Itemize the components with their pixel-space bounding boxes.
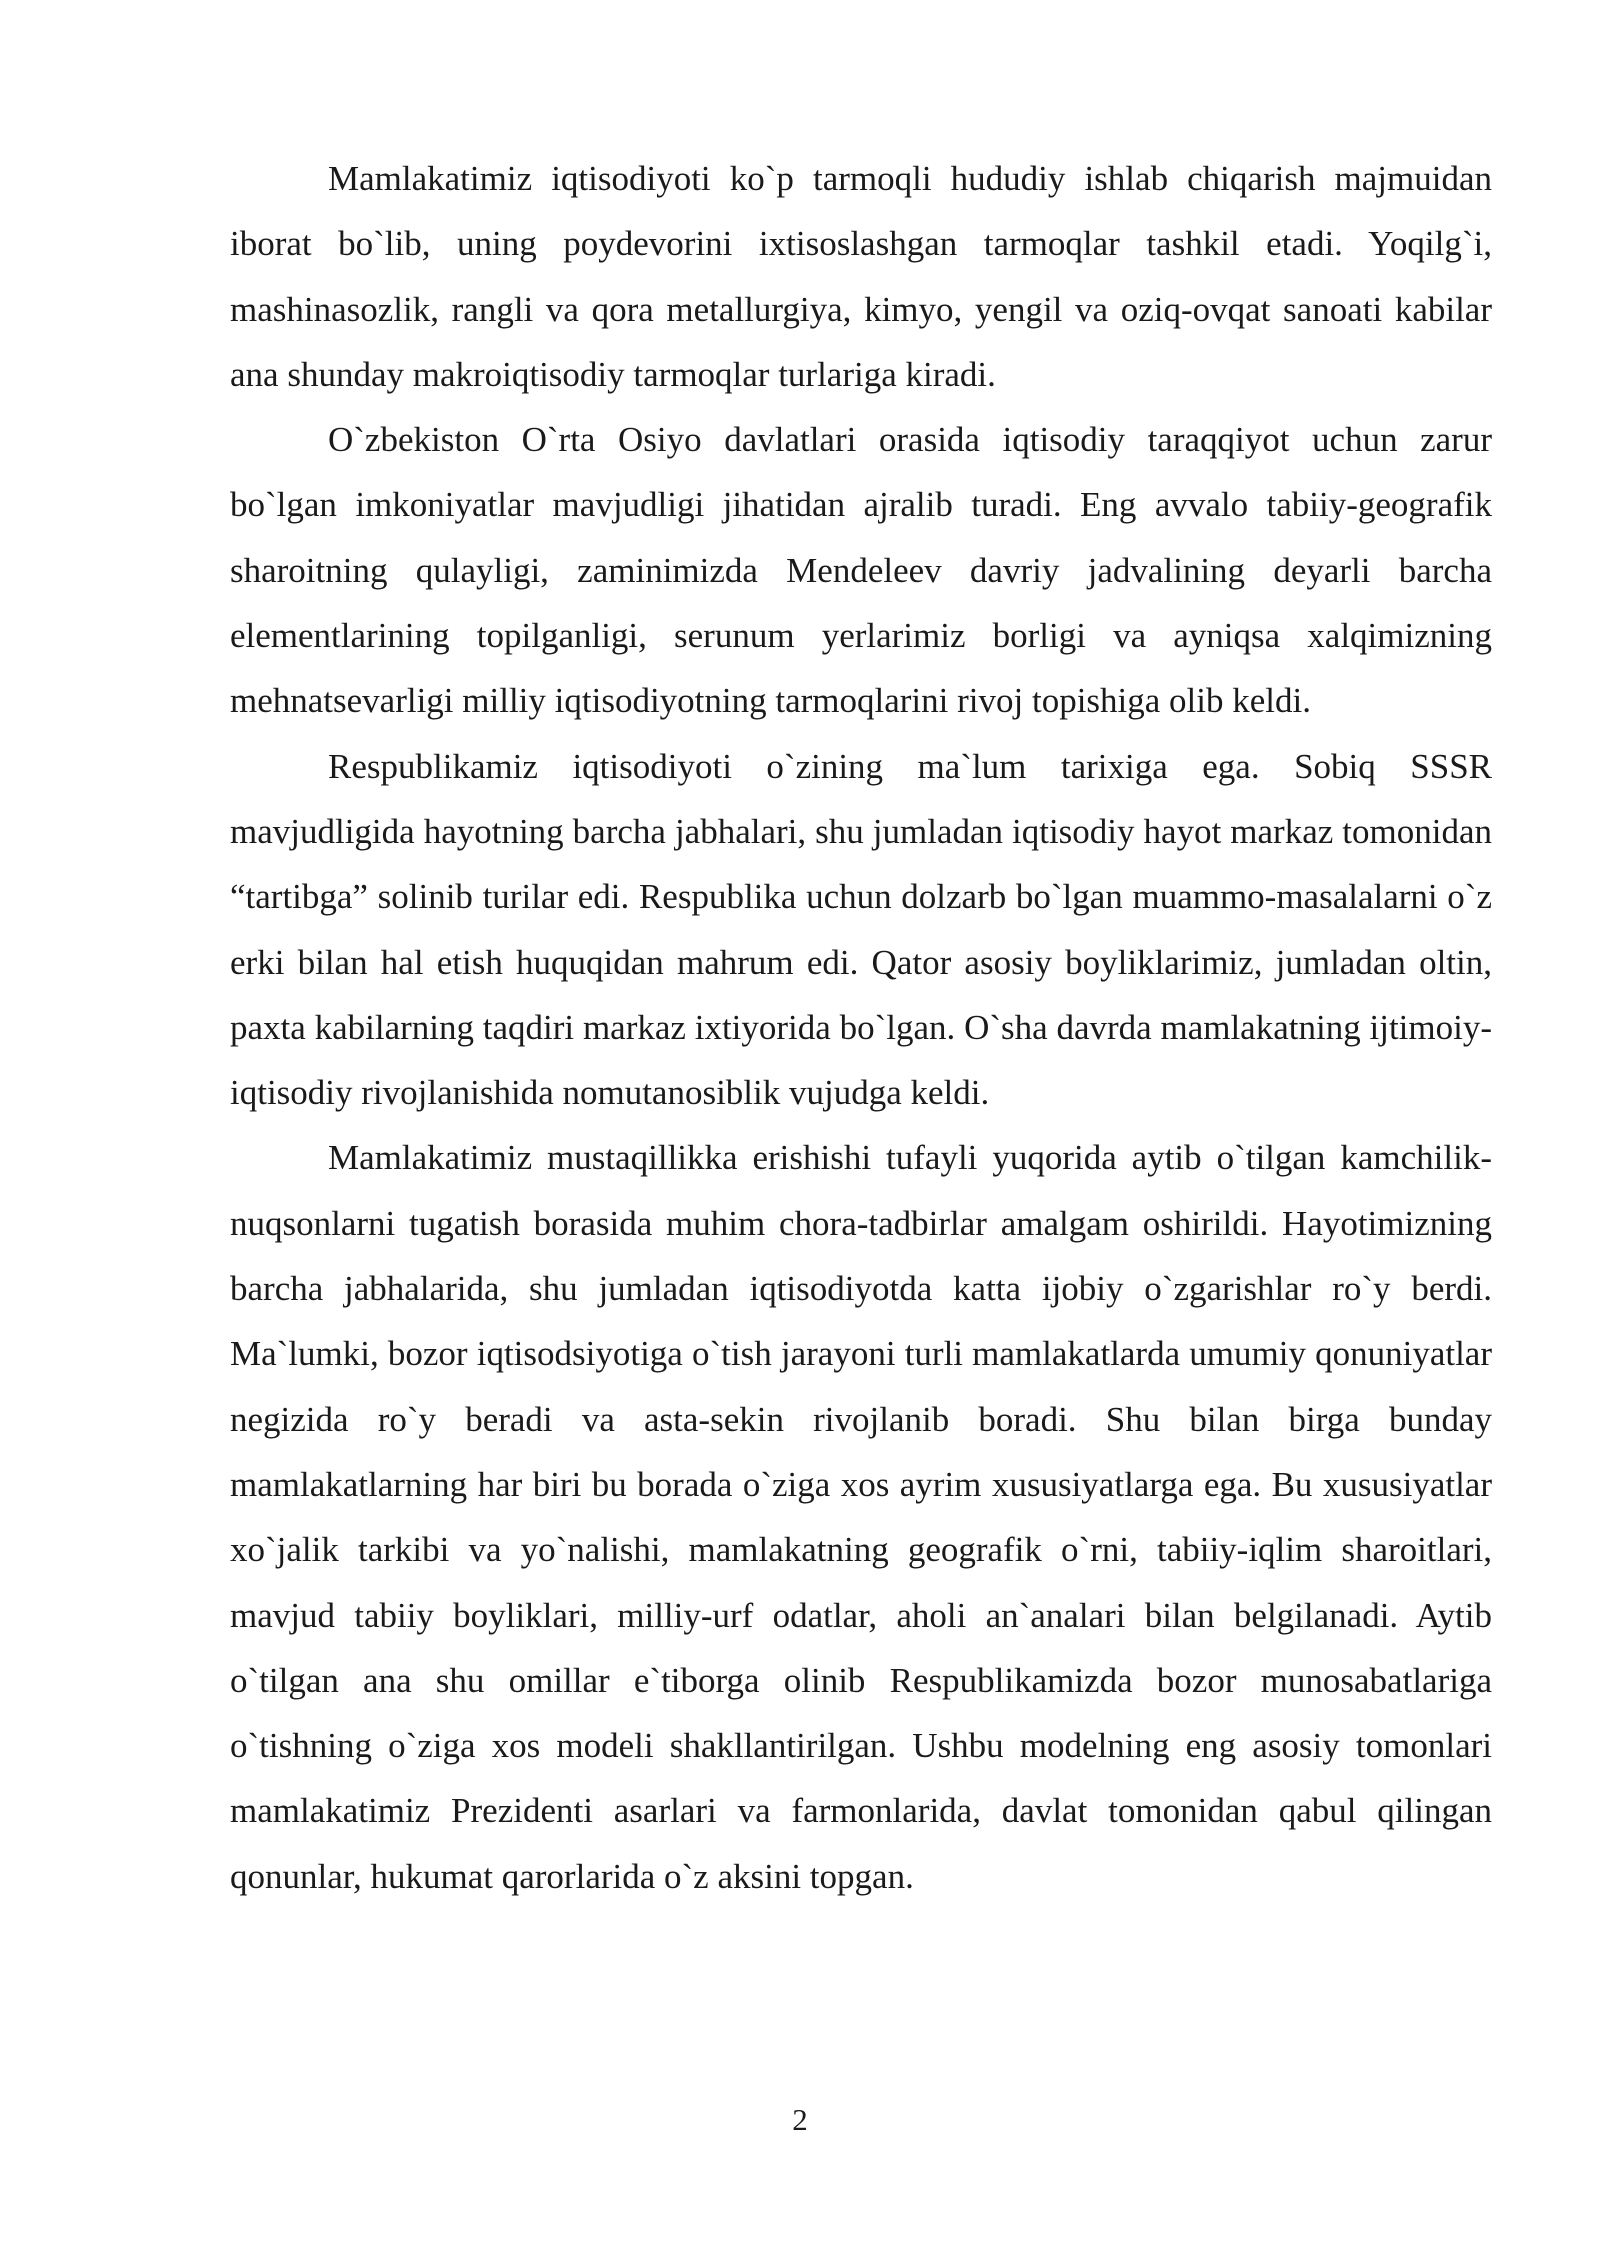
- body-text: [230, 146, 1492, 1909]
- paragraph-4: Mamlakatimiz mustaqillikka erishishi tufayli yuqorida aytib o`tilgan kamchilik-nuqsonlarni tugatish borasida muhim chora-tadbirlar amalgam oshirildi. Hayotimizning barcha jabhalarida, shu jumladan iqtisodiyotda katta ijobiy o`zgarishlar ro`y berdi. Ma`lumki, bozor iqtisodsiyotiga o`tish jarayoni turli mamlakatlarda umumiy qonuniyatlar negizida ro`y beradi va asta-sekin rivojlanib boradi. Shu bilan birga bunday mamlakatlarning har biri bu borada o`ziga xos ayrim xususiyatlarga ega. Bu xususiyatlar xo`jalik tarkibi va yo`nalishi, mamlakatning geografik o`rni, tabiiy-iqlim sharoitlari, mavjud tabiiy boyliklari, milliy-urf odatlar, aholi an`analari bilan belgilanadi. Aytib o`tilgan ana shu omillar e`tiborga olinib Respublikamizda bozor munosabatlariga o`tishning o`ziga xos modeli shakllantirilgan. Ushbu modelning eng asosiy tomonlari mamlakatimiz Prezidenti asarlari va farmonlarida, davlat tomonidan qabul qilingan qonunlar, hukumat qarorlarida o`z aksini topgan.: [230, 1138, 1492, 1896]
- paragraph-2: O`zbekiston O`rta Osiyo davlatlari orasida iqtisodiy taraqqiyot uchun zarur bo`lgan imkoniyatlar mavjudligi jihatidan ajralib turadi. Eng avvalo tabiiy-geografik sharoitning qulayligi, zaminimizda Mendeleev davriy jadvalining deyarli barcha elementlarining topilganligi, serunum yerlarimiz borligi va ayniqsa xalqimizning mehnatsevarligi milliy iqtisodiyotning tarmoqlarini rivoj topishiga olib keldi.: [230, 420, 1492, 721]
- paragraph-1: Mamlakatimiz iqtisodiyoti ko`p tarmoqli hududiy ishlab chiqarish majmuidan iborat bo`lib, uning poydevorini ixtisoslashgan tarmoqlar tashkil etadi. Yoqilg`i, mashinasozlik, rangli va qora metallurgiya, kimyo, yengil va oziq-ovqat sanoati kabilar ana shunday makroiqtisodiy tarmoqlar turlariga kiradi.: [230, 159, 1492, 394]
- page-number: 2: [792, 2102, 808, 2137]
- paragraph-3: Respublikamiz iqtisodiyoti o`zining ma`lum tarixiga ega. Sobiq SSSR mavjudligida hayotning barcha jabhalari, shu jumladan iqtisodiy hayot markaz tomonidan “tartibga” solinib turilar edi. Respublika uchun dolzarb bo`lgan muammo-masalalarni o`z erki bilan hal etish huquqidan mahrum edi. Qator asosiy boyliklarimiz, jumladan oltin, paxta kabilarning taqdiri markaz ixtiyorida bo`lgan. O`sha davrda mamlakatning ijtimoiy-iqtisodiy rivojlanishida nomutanosiblik vujudga keldi.: [230, 746, 1492, 1113]
